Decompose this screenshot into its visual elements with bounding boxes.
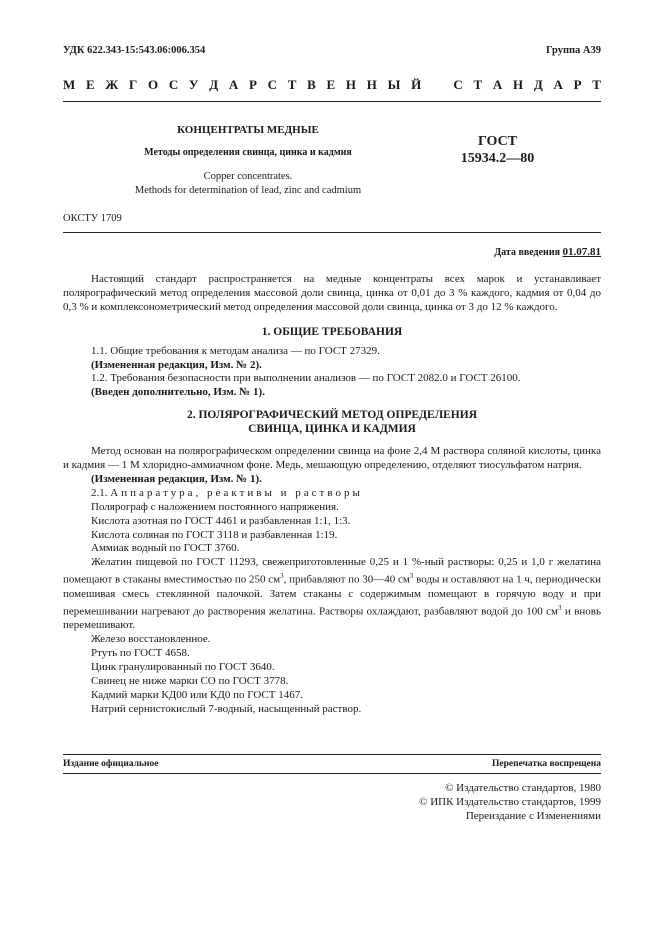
official-edition: Издание официальное [63,759,159,769]
divider [63,101,601,102]
group-code: Группа А39 [545,45,601,56]
banner-letter: А [228,77,239,92]
banner-letter: Р [248,77,257,92]
banner-letter: Н [366,77,377,92]
reissue-note: Переиздание с Изменениями [465,810,601,822]
udk-code: УДК 622.343-15:543.06:006.354 [63,45,206,56]
section-2-intro: Метод основан на полярографическом определении свинца на фоне 2,4 М раствора соляной кислоты, цинка и кадмия — 1 М хлоридно-аммиачном фоне. Медь, мешающую определению, отделяют тиосульфатом натрия. [63,445,601,471]
english-title-line: Methods for determination of lead, zinc and cadmium [134,185,362,196]
list-item: Кислота азотная по ГОСТ 4461 и разбавленная 1:1, 1:3. [91,514,351,527]
interstate-standard-banner [63,77,601,93]
clause-1-1-note: (Измененная редакция, Изм. № 2). [91,358,262,371]
list-item: Железо восстановленное. [91,633,211,646]
intro-date-label: Дата введения [494,247,563,258]
gelatin-text: и вновь перемешивают. [63,605,601,632]
intro-paragraph: Настоящий стандарт распространяется на медные концентраты всех марок и устанавливает полярографический метод определения массовой доли свинца, цинка от 0,01 до 3 % каждого, кадмия от 0,04 до 0,3 % и комплексонометрический метод определения массовой доли свинца, цинка от 3 до 12 % каждого. [63,273,601,313]
document-title: КОНЦЕНТРАТЫ МЕДНЫЕ [177,124,319,136]
reprint-prohibited: Перепечатка воспрещена [491,759,601,769]
reagent-list [63,633,601,716]
list-item: Натрий сернистокислый 7-водный, насыщенный раствор. [91,702,362,715]
list-item: Свинец не ниже марки СО по ГОСТ 3778. [91,674,289,687]
section-2-title-line: 2. ПОЛЯРОГРАФИЧЕСКИЙ МЕТОД ОПРЕДЕЛЕНИЯ [186,409,478,422]
clause-1-1: 1.1. Общие требования к методам анализа — по ГОСТ 27329. [91,344,380,357]
list-item: Кадмий марки КД00 или КД0 по ГОСТ 1467. [91,688,303,701]
gelatin-text: , прибавляют по 30—40 см [283,573,410,586]
banner-letter: Т [592,77,601,92]
banner-letter: У [188,77,199,92]
english-title [63,170,433,198]
gelatin-text: Желатин пищевой по ГОСТ 11293, свежеприготовленные 0,25 и 1 %-ный растворы: 0,25 и 1,0 г желатина помещают в стаканы вместимостью по 250 см [63,556,601,586]
banner-letter: Р [573,77,582,92]
banner-letter: В [307,77,316,92]
copyright-line: © ИПК Издательство стандартов, 1999 [419,796,601,808]
gost-label: ГОСТ [477,134,518,149]
clause-number: 2.1. [91,486,111,499]
banner-letter: С [168,77,179,92]
banner-letter: А [492,77,503,92]
title-block [63,124,433,198]
divider [63,773,601,774]
gelatin-paragraph [63,556,601,633]
section-2-intro-note: (Измененная редакция, Изм. № 1). [91,472,262,485]
banner-letter: Ы [387,77,401,92]
superscript: 3 [280,572,284,581]
banner-letter: Ж [105,77,119,92]
gost-designation [450,133,545,167]
banner-letter: Д [533,77,543,92]
banner-letter: Е [326,77,336,92]
list-item: Ртуть по ГОСТ 4658. [91,647,190,660]
banner-letter: С [267,77,278,92]
banner-letter: Й [411,77,422,92]
section-2-title [63,409,601,437]
clause-2-1-title: Аппаратура, реактивы и растворы [110,486,363,499]
banner-letter: Н [512,77,524,92]
clause-1-2-note: (Введен дополнительно, Изм. № 1). [91,386,265,399]
banner-letter: А [553,77,563,92]
reagent-list [63,501,601,557]
document-body [63,273,601,717]
banner-letter: С [453,77,463,92]
superscript: 3 [558,603,562,612]
oksty-code: ОКСТУ 1709 [63,213,122,224]
list-item: Аммиак водный по ГОСТ 3760. [91,542,240,555]
banner-letter: Д [209,77,219,92]
banner-letter: Т [287,77,297,92]
banner-letter: Г [128,77,138,92]
section-2-title-line: СВИНЦА, ЦИНКА И КАДМИЯ [248,423,416,436]
clause-1-2: 1.2. Требования безопасности при выполнении анализов — по ГОСТ 2082.0 и ГОСТ 26100. [91,372,521,385]
publisher-info [419,781,601,823]
banner-letter: Е [86,77,95,92]
copyright-line: © Издательство стандартов, 1980 [445,782,601,794]
divider [63,754,601,755]
document-subtitle: Методы определения свинца, цинка и кадмия [144,147,352,158]
gelatin-text: воды и оставляют на 1 ч, периодически помешивая смесь стеклянной палочкой. Затем стаканы с содержимым помещают в горячую воду и при перемешивании нагревают до растворения желатина. Растворы охлаждают, разбавляют водой до 100 см [63,573,602,618]
intro-date-value: 01.07.81 [562,246,601,258]
banner-letter: О [147,77,159,92]
section-1-title: 1. ОБЩИЕ ТРЕБОВАНИЯ [261,325,403,338]
list-item: Полярограф с наложением постоянного напряжения. [91,500,339,513]
intro-date [494,246,601,258]
english-title-line: Copper concentrates. [203,171,293,182]
clause-2-1-heading [63,487,601,501]
banner-letter: Т [473,77,483,92]
banner-letter: М [63,77,76,92]
divider [63,232,601,233]
list-item: Цинк гранулированный по ГОСТ 3640. [91,660,275,673]
banner-letter: Н [345,77,357,92]
superscript: 3 [409,572,414,581]
gost-number: 15934.2—80 [460,151,535,166]
list-item: Кислота соляная по ГОСТ 3118 и разбавленная 1:19. [91,528,338,541]
